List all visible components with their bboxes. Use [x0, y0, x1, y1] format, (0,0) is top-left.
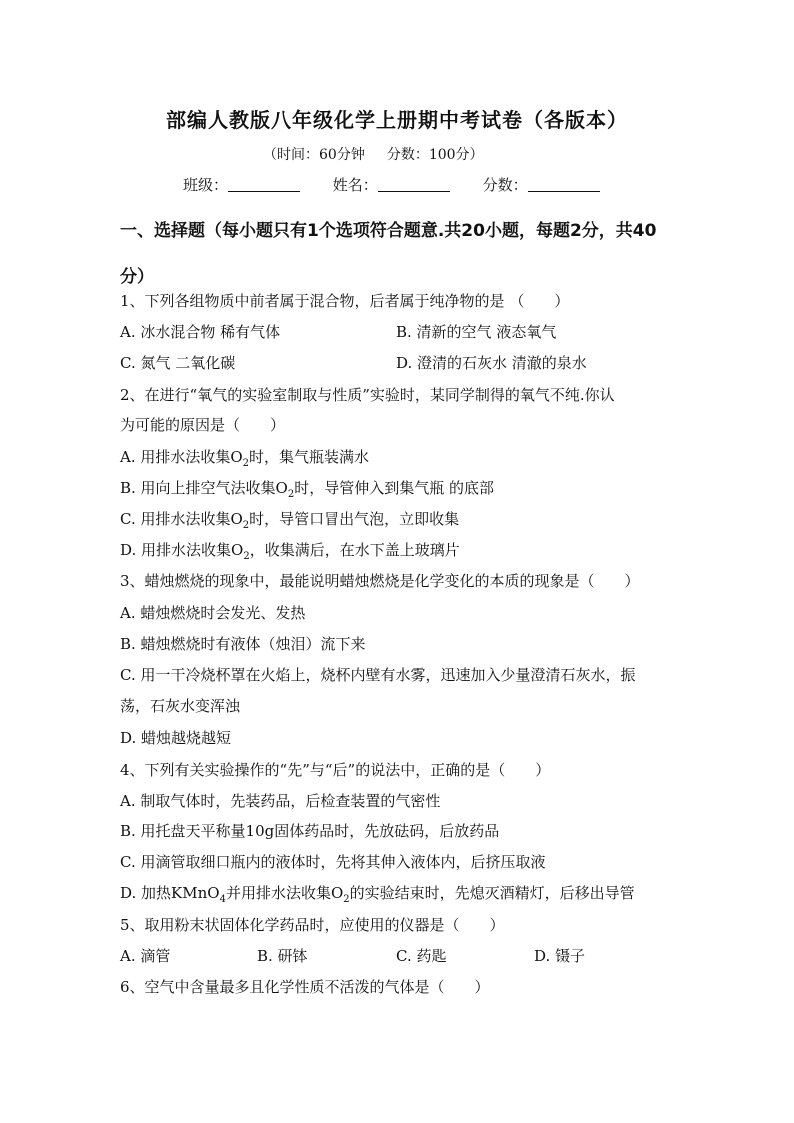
section-heading: 一、选择题（每小题只有1个选项符合题意.共20小题，每题2分，共40分） — [120, 221, 657, 287]
time-label: （时间：60分钟 — [263, 147, 365, 163]
q5-option-a: A. 滴管 — [120, 947, 171, 965]
q3-option-c-line1: C. 用一干冷烧杯罩在火焰上，烧杯内壁有水雾，迅速加入少量澄清石灰水，振 — [120, 666, 636, 684]
q2-option-d: D. 用排水法收集$O_2$，收集满后，在水下盖上玻璃片 — [120, 541, 460, 562]
q2-option-a: A. 用排水法收集$O_2$时，集气瓶装满水 — [120, 448, 370, 469]
q3-option-b: B. 蜡烛燃烧时有液体（烛泪）流下来 — [120, 635, 366, 653]
exam-info — [263, 144, 484, 164]
q4-stem: 4、下列有关实验操作的“先”与“后”的说法中，正确的是（ ） — [120, 761, 551, 779]
q5-option-b: B. 研钵 — [257, 947, 308, 965]
q1-option-a: A. 冰水混合物 稀有气体 — [120, 323, 281, 341]
page-title: 部编人教版八年级化学上册期中考试卷（各版本） — [166, 108, 628, 132]
q2-option-c: C. 用排水法收集$O_2$时，导管口冒出气泡，立即收集 — [120, 510, 460, 531]
q5-option-c: C. 药匙 — [396, 947, 447, 965]
q1-option-c: C. 氮气 二氧化碳 — [120, 354, 236, 372]
class-field — [183, 174, 300, 195]
name-label: 姓名： — [332, 176, 378, 194]
class-blank[interactable] — [228, 177, 300, 192]
q3-option-d: D. 蜡烛越烧越短 — [120, 729, 232, 747]
q4-option-b: B. 用托盘天平称量10g固体药品时，先放砝码，后放药品 — [120, 822, 500, 840]
student-fields — [183, 174, 628, 195]
class-label: 班级： — [183, 176, 229, 194]
score-blank[interactable] — [528, 177, 600, 192]
q2-option-b: B. 用向上排空气法收集$O_2$时，导管伸入到集气瓶 的底部 — [120, 479, 495, 500]
score-field — [483, 174, 600, 195]
q3-option-c-line2: 荡，石灰水变浑浊 — [120, 697, 241, 715]
q4-option-c: C. 用滴管取细口瓶内的液体时，先将其伸入液体内，后挤压取液 — [120, 853, 546, 871]
q5-stem: 5、取用粉末状固体化学药品时，应使用的仪器是（ ） — [120, 916, 505, 934]
q5-option-d: D. 镊子 — [534, 947, 586, 965]
total-score-label: 分数：100分） — [386, 147, 484, 163]
score-label: 分数： — [482, 176, 528, 194]
q4-option-a: A. 制取气体时，先装药品，后检查装置的气密性 — [120, 792, 441, 810]
q1-stem: 1、下列各组物质中前者属于混合物，后者属于纯净物的是 （ ） — [120, 292, 570, 310]
q1-option-d: D. 澄清的石灰水 清澈的泉水 — [396, 354, 587, 372]
q6-stem: 6、空气中含量最多且化学性质不活泼的气体是（ ） — [120, 978, 490, 996]
q2-stem-line2: 为可能的原因是（ ） — [120, 416, 286, 434]
q4-option-d: D. 加热KMnO$_4$并用排水法收集$O_2$的实验结束时，先熄灭酒精灯，后移出导管 — [120, 884, 635, 905]
name-field — [333, 174, 450, 195]
q1-option-b: B. 清新的空气 液态氧气 — [396, 323, 557, 341]
q2-stem-line1: 2、在进行“氧气的实验室制取与性质”实验时，某同学制得的氧气不纯.你认 — [120, 386, 615, 404]
name-blank[interactable] — [378, 177, 450, 192]
q3-option-a: A. 蜡烛燃烧时会发光、发热 — [120, 604, 306, 622]
q3-stem: 3、蜡烛燃烧的现象中，最能说明蜡烛燃烧是化学变化的本质的现象是（ ） — [120, 572, 640, 590]
